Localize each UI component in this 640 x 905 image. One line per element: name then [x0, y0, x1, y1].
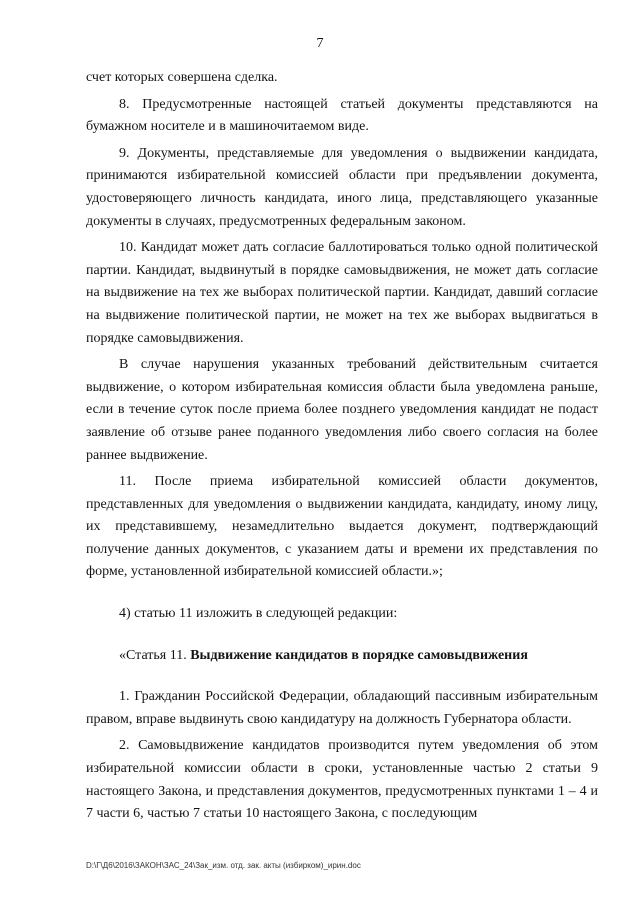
article-paragraph-1: 1. Гражданин Российской Федерации, обладающий пассивным избирательным правом, вправе выдвинуть свою кандидатуру на должность Губернатора области. — [86, 689, 598, 727]
paragraph-item-9: 9. Документы, представляемые для уведомления о выдвижении кандидата, принимаются избирательной комиссией области при предъявлении документа, удостоверяющего личность кандидата, иного лица, представляющего указанные документы в случаях, предусмотренных федеральным законом. — [86, 145, 598, 229]
footer-file-path: D:\Г\Д6\2016\ЗАКОН\ЗАС_24\Зак_изм. отд. зак. акты (избирком)_ирин.doc — [86, 861, 361, 870]
page-number: 7 — [316, 36, 324, 51]
article-paragraph-2: 2. Самовыдвижение кандидатов производится путем уведомления об этом избирательной комиссии области в сроки, установленные частью 2 статьи 9 настоящего Закона, и представления документов, предусмотренных пунктами 1 – 4 и 7 части 6, частью 7 статьи 10 настоящего Закона, с последующим — [86, 738, 598, 822]
amendment-line: 4) статью 11 изложить в следующей редакции: — [119, 606, 398, 622]
document-body — [86, 67, 598, 826]
article-heading — [86, 645, 598, 668]
paragraph-violation: В случае нарушения указанных требований действительным считается выдвижение, о котором избирательная комиссия области была уведомлена раньше, если в течение суток после приема более позднего уведомления кандидат не подаст заявление об отзыве ранее поданного уведомления либо своего согласия на более раннее выдвижение. — [86, 357, 598, 463]
article-heading-title: Выдвижение кандидатов в порядке самовыдвижения — [190, 647, 528, 663]
paragraph: счет которых совершена сделка. — [86, 70, 278, 85]
paragraph-item-11: 11. После приема избирательной комиссией области документов, представленных для уведомления о выдвижении кандидата, кандидату, иному лицу, их представившему, незамедлительно выдается документ, подтверждающий получение данных документов, с указанием даты и времени их представления по форме, установленной избирательной комиссией области.»; — [86, 474, 598, 580]
article-heading-prefix: «Статья 11. — [119, 647, 191, 663]
paragraph-item-10: 10. Кандидат может дать согласие баллотироваться только одной политической партии. Кандидат, выдвинутый в порядке самовыдвижения, не может дать согласие на выдвижение на тех же выборах политической партии. Кандидат, давший согласие на выдвижение политической партии, не может на тех же выборах выдвигаться в порядке самовыдвижения. — [86, 240, 598, 346]
paragraph-item-8: 8. Предусмотренные настоящей статьей документы представляются на бумажном носителе и в машиночитаемом виде. — [86, 96, 598, 135]
